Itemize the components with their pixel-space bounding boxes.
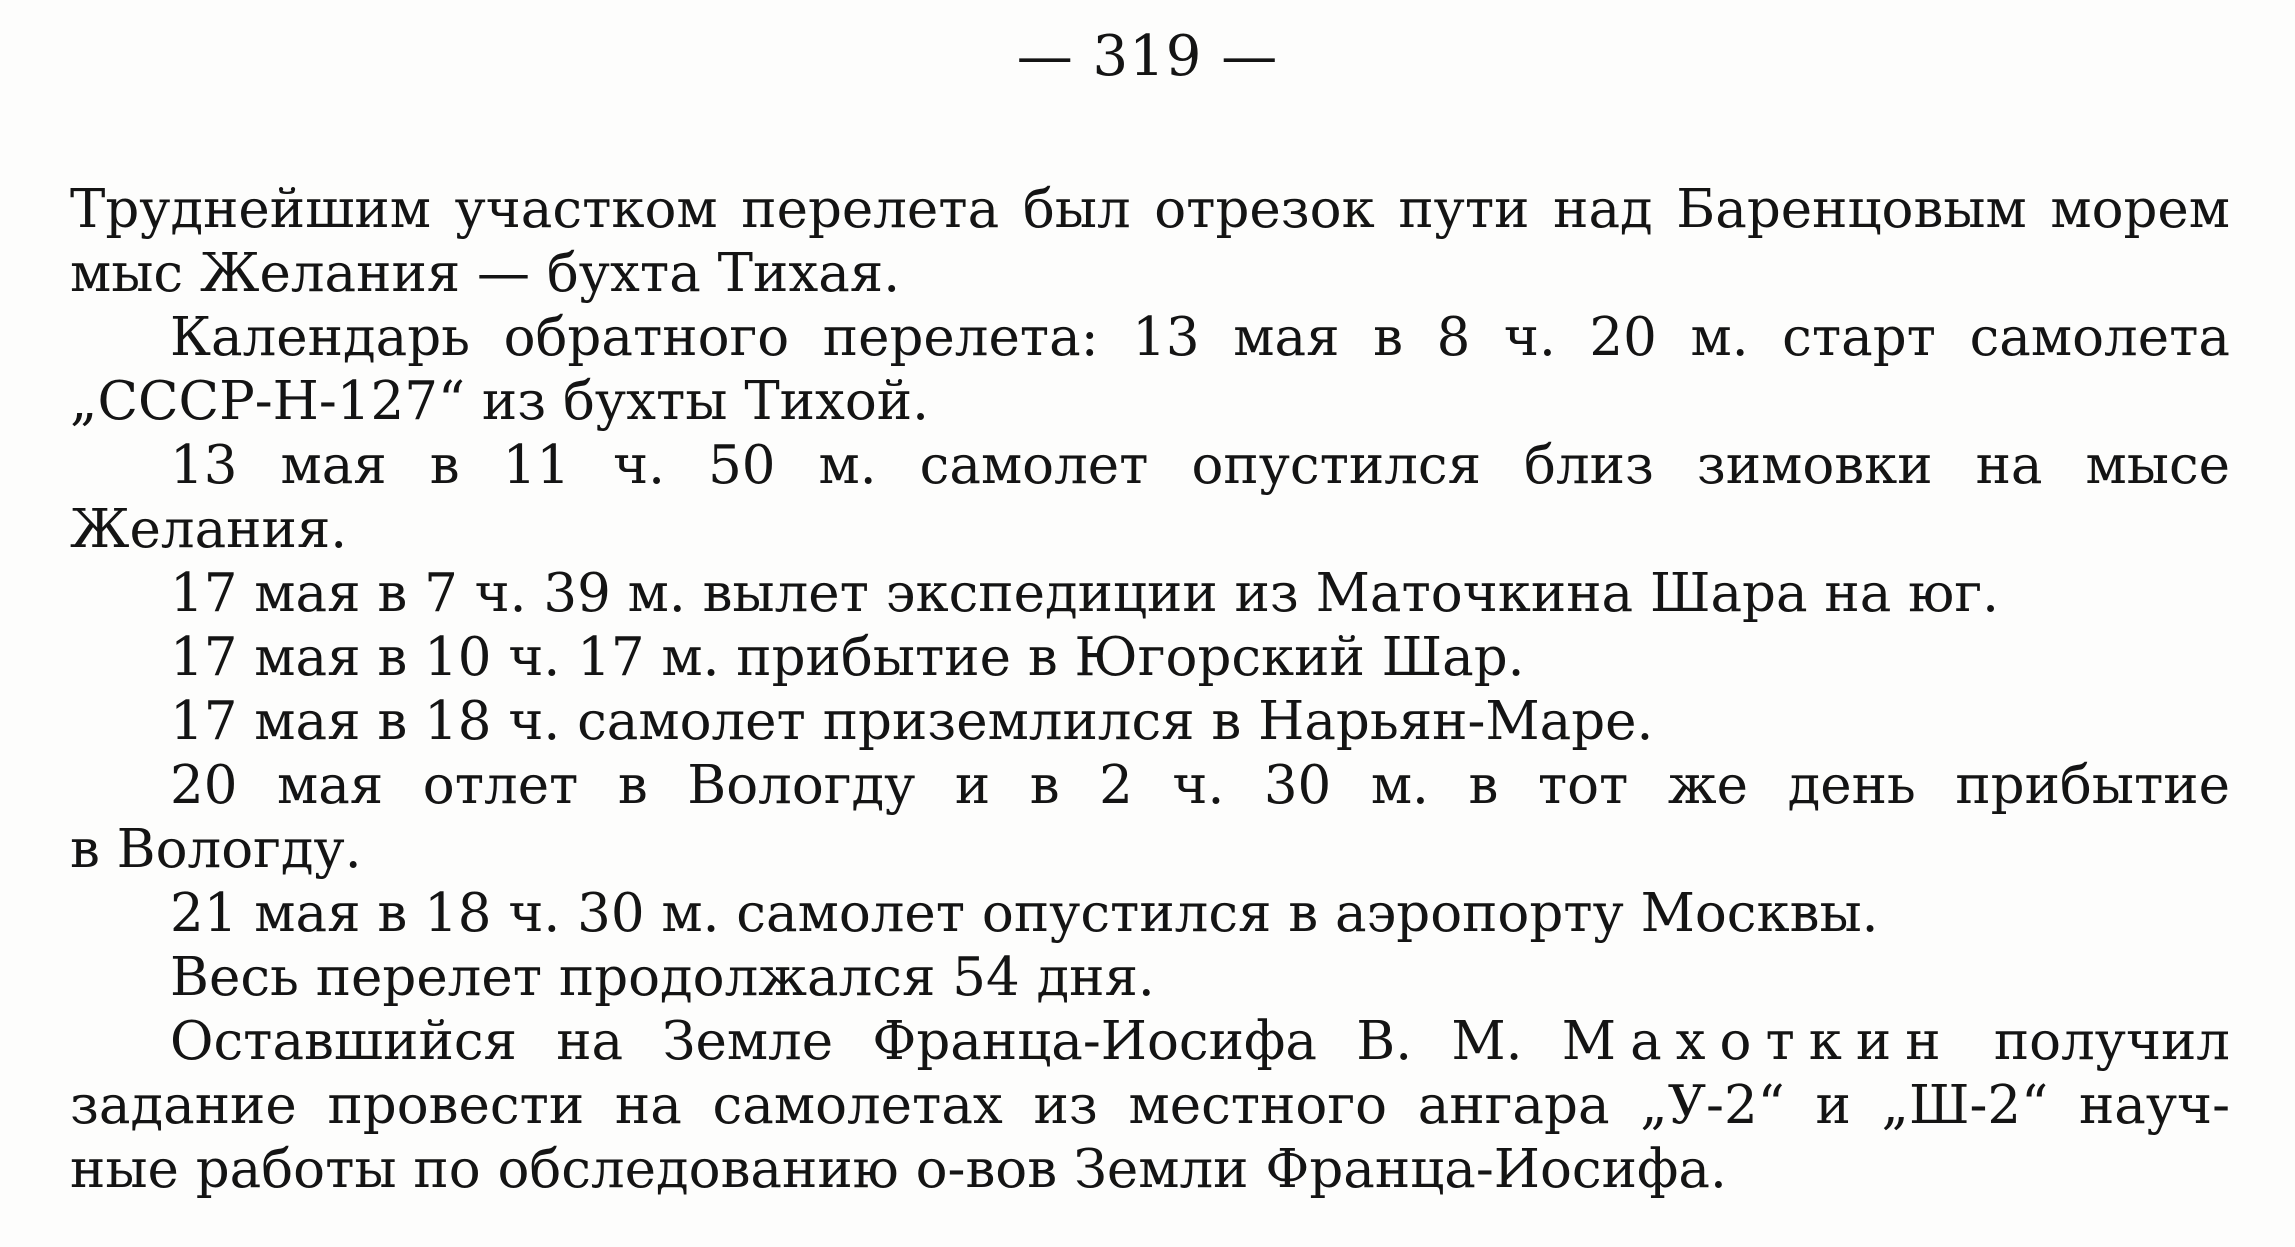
spaced-name: Махоткин [1561, 1011, 1955, 1072]
text-line: Труднейшим участком перелета был отрезок пути над Баренцовым морем [70, 179, 2230, 240]
text-line [70, 1010, 2230, 1074]
text-run: Оставшийся на Земле Франца-Иосифа В. М. [170, 1011, 1523, 1072]
text-line: ные работы по обследованию о-вов Земли Франца-Иосифа. [70, 1139, 1727, 1200]
text-line: 17 мая в 18 ч. самолет приземлился в Нарьян-Маре. [170, 691, 1654, 752]
text-run: получил [1993, 1011, 2230, 1072]
text-line: Весь перелет продолжался 54 дня. [170, 947, 1155, 1008]
text-line: 13 мая в 11 ч. 50 м. самолет опустился близ зимовки на мысе [170, 435, 2230, 496]
text-line: мыс Желания — бухта Тихая. [70, 243, 901, 304]
text-line: Календарь обратного перелета: 13 мая в 8 ч. 20 м. старт самолета [170, 307, 2230, 368]
page-number: — 319 — [1016, 24, 1279, 89]
text-line: „СССР-Н-127“ из бухты Тихой. [70, 371, 929, 432]
text-line: 17 мая в 10 ч. 17 м. прибытие в Югорский Шар. [170, 627, 1525, 688]
text-line: Желания. [70, 499, 348, 560]
body-text [70, 178, 2230, 1202]
text-line: 20 мая отлет в Вологду и в 2 ч. 30 м. в тот же день прибытие [170, 755, 2230, 816]
text-line: задание провести на самолетах из местного ангара „У-2“ и „Ш-2“ науч- [70, 1075, 2230, 1136]
text-line: 17 мая в 7 ч. 39 м. вылет экспедиции из Маточкина Шара на юг. [170, 563, 1999, 624]
text-line: в Вологду. [70, 819, 362, 880]
text-line: 21 мая в 18 ч. 30 м. самолет опустился в аэропорту Москвы. [170, 883, 1879, 944]
